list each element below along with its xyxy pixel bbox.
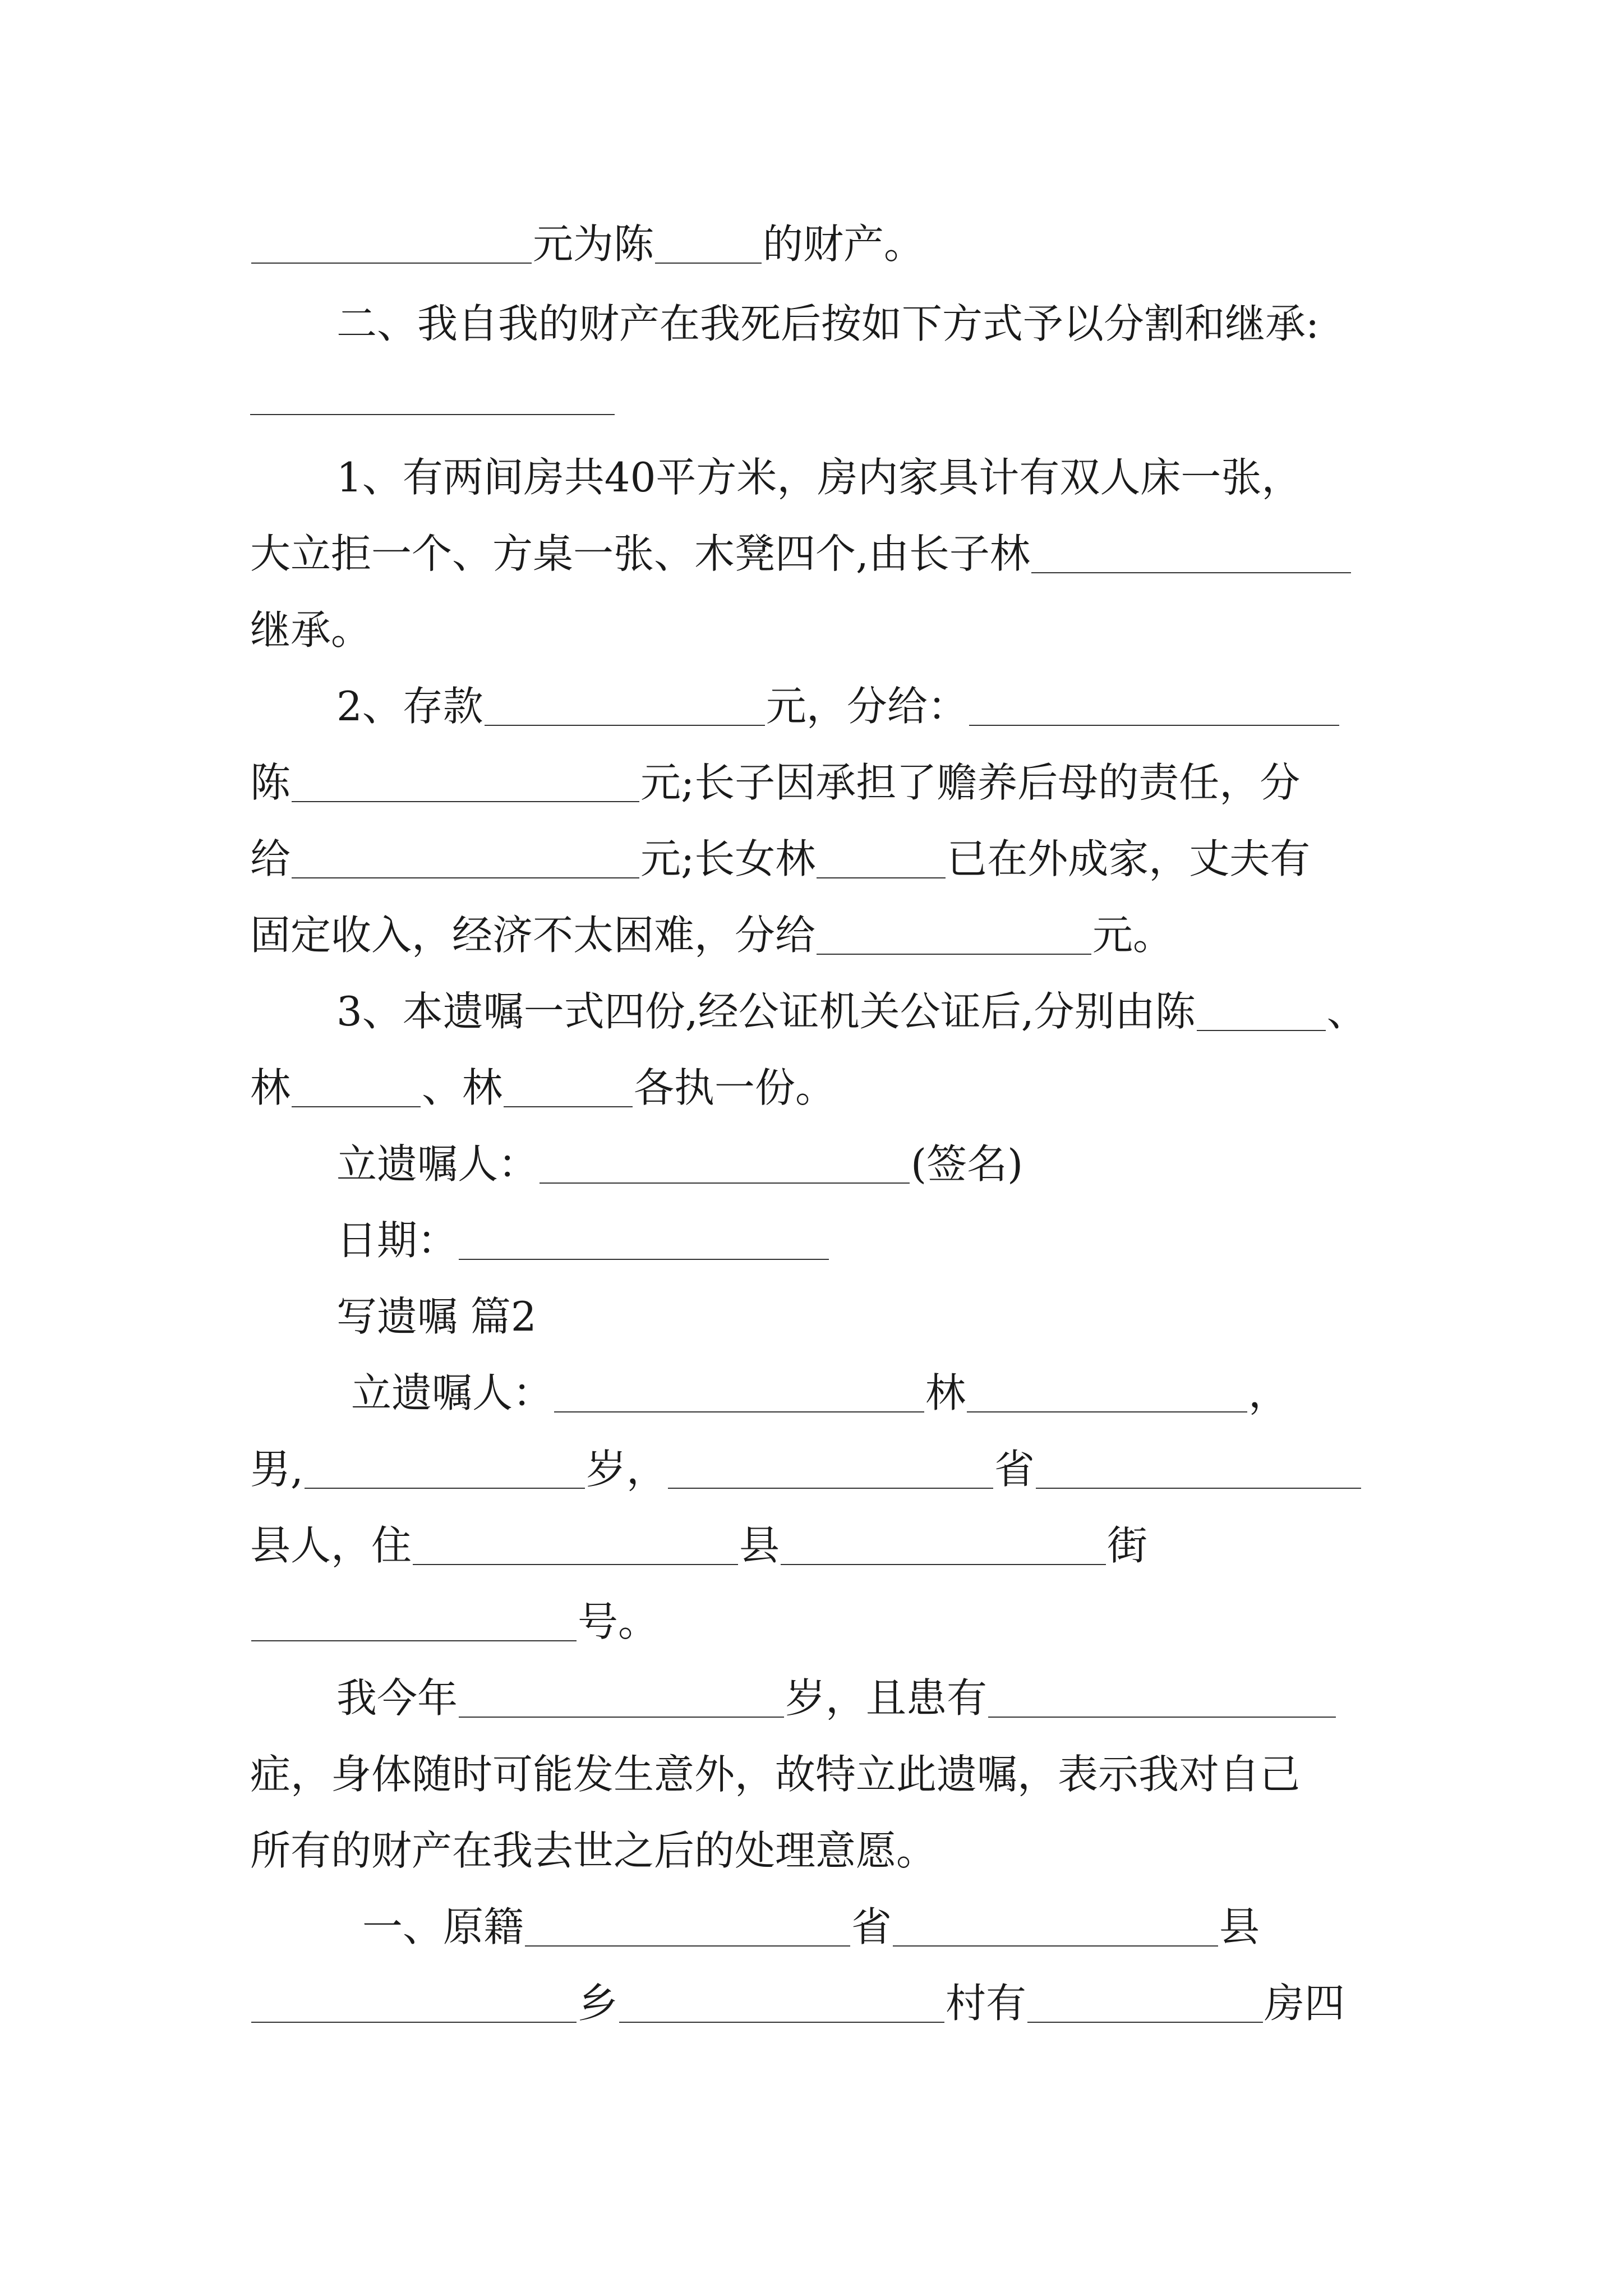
text-segment: 省 [851, 1903, 892, 1950]
text-segment: 3、本遗嘱一式四份,经公证机关公证后,分别由陈 [336, 988, 1196, 1035]
text-segment: 元，分给： [766, 683, 968, 730]
text-line [250, 1896, 1392, 1958]
text-segment: 林 [925, 1369, 966, 1416]
text-line [250, 981, 1392, 1042]
text-segment: 、 [1326, 988, 1367, 1035]
text-segment: 的财产。 [763, 220, 925, 268]
text-line [250, 1362, 1392, 1424]
text-segment: 岁， [585, 1446, 667, 1493]
text-segment: 一、原籍 [362, 1903, 524, 1950]
fill-in-blank [967, 1411, 1247, 1412]
fill-in-blank [817, 877, 946, 878]
fill-in-blank [1031, 572, 1351, 573]
fill-in-blank [251, 2022, 577, 2023]
fill-in-blank [1036, 1488, 1361, 1489]
fill-in-blank [1027, 2022, 1263, 2023]
text-segment: 所有的财产在我去世之后的处理意愿。 [250, 1827, 937, 1874]
text-segment: 继承。 [250, 606, 372, 654]
text-segment: 县人，住 [250, 1522, 412, 1569]
fill-in-blank [459, 1259, 829, 1260]
text-segment: 已在外成家，丈夫有 [947, 835, 1311, 882]
text-segment: 县 [739, 1522, 780, 1569]
fill-in-blank [988, 1717, 1336, 1718]
text-line [250, 293, 1392, 355]
text-segment: 陈 [250, 759, 291, 806]
text-segment: 元。 [1092, 912, 1174, 959]
text-segment: 村有 [946, 1980, 1027, 2027]
text-segment: 号。 [578, 1598, 659, 1645]
fill-in-blank [251, 1640, 577, 1641]
text-segment: 大立拒一个、方桌一张、木凳四个,由长子林 [250, 530, 1030, 577]
text-segment: 林 [250, 1064, 291, 1111]
text-line [250, 1820, 1392, 1881]
section-heading [250, 1286, 1392, 1347]
fill-in-blank [251, 263, 532, 264]
fill-in-blank [817, 954, 1091, 955]
text-segment: 省 [994, 1446, 1035, 1493]
text-line [250, 904, 1392, 966]
text-segment: 各执一份。 [634, 1064, 836, 1111]
fill-in-blank [292, 1106, 421, 1107]
text-segment: (签名) [911, 1140, 1023, 1188]
fill-in-blank [305, 1488, 585, 1489]
text-segment: 县 [1219, 1903, 1260, 1950]
text-segment: 2、存款 [336, 683, 483, 730]
fill-in-blank [619, 2022, 944, 2023]
text-line [250, 1972, 1392, 2034]
fill-in-blank [1197, 1030, 1326, 1031]
fill-in-blank [292, 877, 639, 878]
text-segment: 立遗嘱人： [351, 1369, 554, 1416]
text-segment: 男, [250, 1446, 303, 1493]
fill-in-blank [893, 1945, 1218, 1947]
text-line [250, 1438, 1392, 1500]
text-segment: 写遗嘱 篇2 [336, 1293, 537, 1340]
fill-in-blank [554, 1411, 924, 1412]
text-line [250, 1057, 1392, 1119]
text-segment: 元;长女林 [640, 835, 816, 882]
text-segment: 街 [1107, 1522, 1148, 1569]
fill-in-blank [655, 263, 762, 264]
text-line [250, 828, 1392, 890]
text-segment: 日期： [336, 1217, 458, 1264]
text-segment: 给 [250, 835, 291, 882]
text-segment: 房四 [1264, 1980, 1345, 2027]
fill-in-blank [459, 1717, 784, 1718]
text-line [250, 213, 1392, 275]
fill-in-blank [540, 1182, 910, 1184]
text-line [250, 599, 1392, 661]
fill-in-blank [504, 1106, 633, 1107]
fill-in-blank [413, 1564, 738, 1565]
text-segment: 固定收入，经济不太困难，分给 [250, 912, 816, 959]
text-line [250, 1667, 1392, 1729]
fill-in-blank [969, 725, 1339, 726]
text-line [250, 1209, 1392, 1271]
text-segment: 立遗嘱人： [336, 1140, 539, 1188]
text-segment: ， [1248, 1369, 1289, 1416]
text-line [250, 1133, 1392, 1195]
text-line [250, 1515, 1392, 1576]
text-segment: 症，身体随时可能发生意外，故特立此遗嘱，表示我对自己 [250, 1751, 1301, 1798]
text-segment: 岁，且患有 [785, 1674, 988, 1722]
fill-in-blank [485, 725, 765, 726]
text-segment: 、林 [422, 1064, 503, 1111]
text-segment: 乡 [578, 1980, 619, 2027]
text-segment: 1、有两间房共40平方米，房内家具计有双人床一张， [336, 454, 1302, 501]
text-line [250, 447, 1392, 508]
fill-in-blank [292, 801, 639, 802]
separator-blank [250, 414, 615, 415]
text-segment: 元;长子因承担了赡养后母的责任，分 [640, 759, 1301, 806]
text-segment: 我今年 [336, 1674, 458, 1722]
text-line [250, 1591, 1392, 1653]
text-segment: 元为陈 [533, 220, 654, 268]
text-line [250, 523, 1392, 585]
fill-in-blank [781, 1564, 1106, 1565]
fill-in-blank [525, 1945, 850, 1947]
text-segment: 二、我自我的财产在我死后按如下方式予以分割和继承: [336, 300, 1320, 347]
text-line [250, 1743, 1392, 1805]
text-line [250, 675, 1392, 737]
fill-in-blank [668, 1488, 993, 1489]
text-line [250, 752, 1392, 813]
